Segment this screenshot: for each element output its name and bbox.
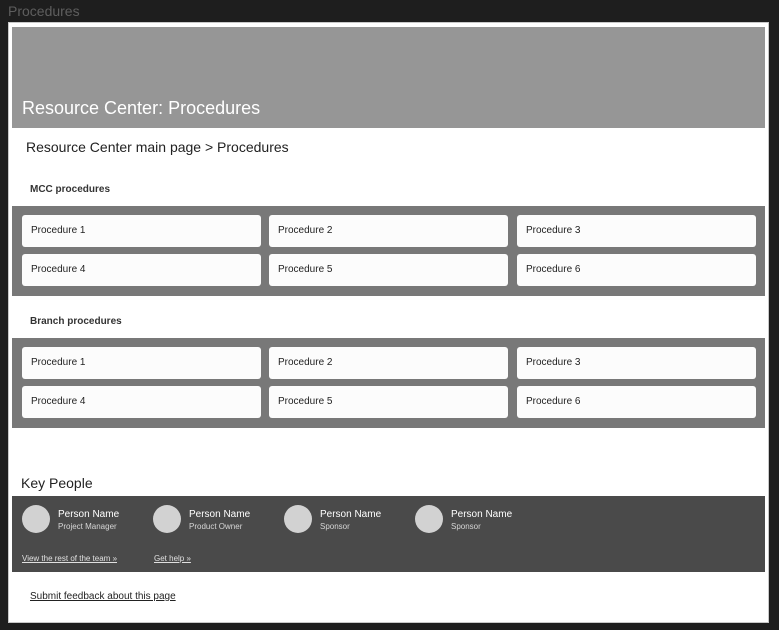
- get-help-link[interactable]: Get help »: [154, 554, 191, 563]
- procedure-label: Procedure 5: [278, 264, 333, 275]
- person-role: Product Owner: [189, 522, 243, 531]
- person-card[interactable]: [22, 505, 152, 535]
- section-heading-mcc: MCC procedures: [30, 184, 111, 195]
- procedure-label: Procedure 4: [31, 396, 86, 407]
- procedure-tile[interactable]: [269, 386, 508, 418]
- breadcrumb[interactable]: Resource Center main page > Procedures: [26, 139, 289, 155]
- procedure-label: Procedure 3: [526, 225, 581, 236]
- window-title: Procedures: [8, 3, 80, 19]
- procedure-label: Procedure 5: [278, 396, 333, 407]
- avatar: [415, 505, 443, 533]
- person-name: Person Name: [58, 509, 120, 520]
- avatar: [22, 505, 50, 533]
- procedure-tile[interactable]: [517, 254, 756, 286]
- avatar: [284, 505, 312, 533]
- page-title: Resource Center: Procedures: [22, 98, 261, 118]
- procedure-label: Procedure 2: [278, 225, 333, 236]
- person-card[interactable]: [415, 505, 545, 535]
- person-role: Sponsor: [451, 522, 481, 531]
- key-people-title: Key People: [21, 475, 93, 491]
- procedure-tile[interactable]: [517, 347, 756, 379]
- person-name: Person Name: [320, 509, 382, 520]
- procedure-label: Procedure 1: [31, 225, 86, 236]
- procedure-tile[interactable]: [22, 347, 261, 379]
- procedure-label: Procedure 6: [526, 396, 581, 407]
- procedure-label: Procedure 6: [526, 264, 581, 275]
- procedure-grid-mcc: [12, 206, 765, 296]
- person-name: Person Name: [451, 509, 513, 520]
- page-canvas: [8, 22, 769, 623]
- procedure-tile[interactable]: [269, 347, 508, 379]
- procedure-label: Procedure 2: [278, 357, 333, 368]
- procedure-tile[interactable]: [269, 254, 508, 286]
- view-team-link[interactable]: View the rest of the team »: [22, 554, 118, 563]
- section-heading-branch: Branch procedures: [30, 316, 122, 327]
- person-name: Person Name: [189, 509, 251, 520]
- procedure-grid-branch: [12, 338, 765, 428]
- procedure-label: Procedure 4: [31, 264, 86, 275]
- procedure-tile[interactable]: [22, 254, 261, 286]
- avatar: [153, 505, 181, 533]
- key-people-band: [12, 496, 765, 572]
- person-card[interactable]: [284, 505, 414, 535]
- procedure-tile[interactable]: [22, 215, 261, 247]
- procedure-tile[interactable]: [517, 386, 756, 418]
- procedure-tile[interactable]: [22, 386, 261, 418]
- submit-feedback-link[interactable]: Submit feedback about this page: [30, 591, 176, 602]
- person-role: Project Manager: [58, 522, 117, 531]
- person-role: Sponsor: [320, 522, 350, 531]
- procedure-label: Procedure 3: [526, 357, 581, 368]
- procedure-tile[interactable]: [269, 215, 508, 247]
- procedure-tile[interactable]: [517, 215, 756, 247]
- hero-banner: [12, 27, 765, 128]
- person-card[interactable]: [153, 505, 283, 535]
- procedure-label: Procedure 1: [31, 357, 86, 368]
